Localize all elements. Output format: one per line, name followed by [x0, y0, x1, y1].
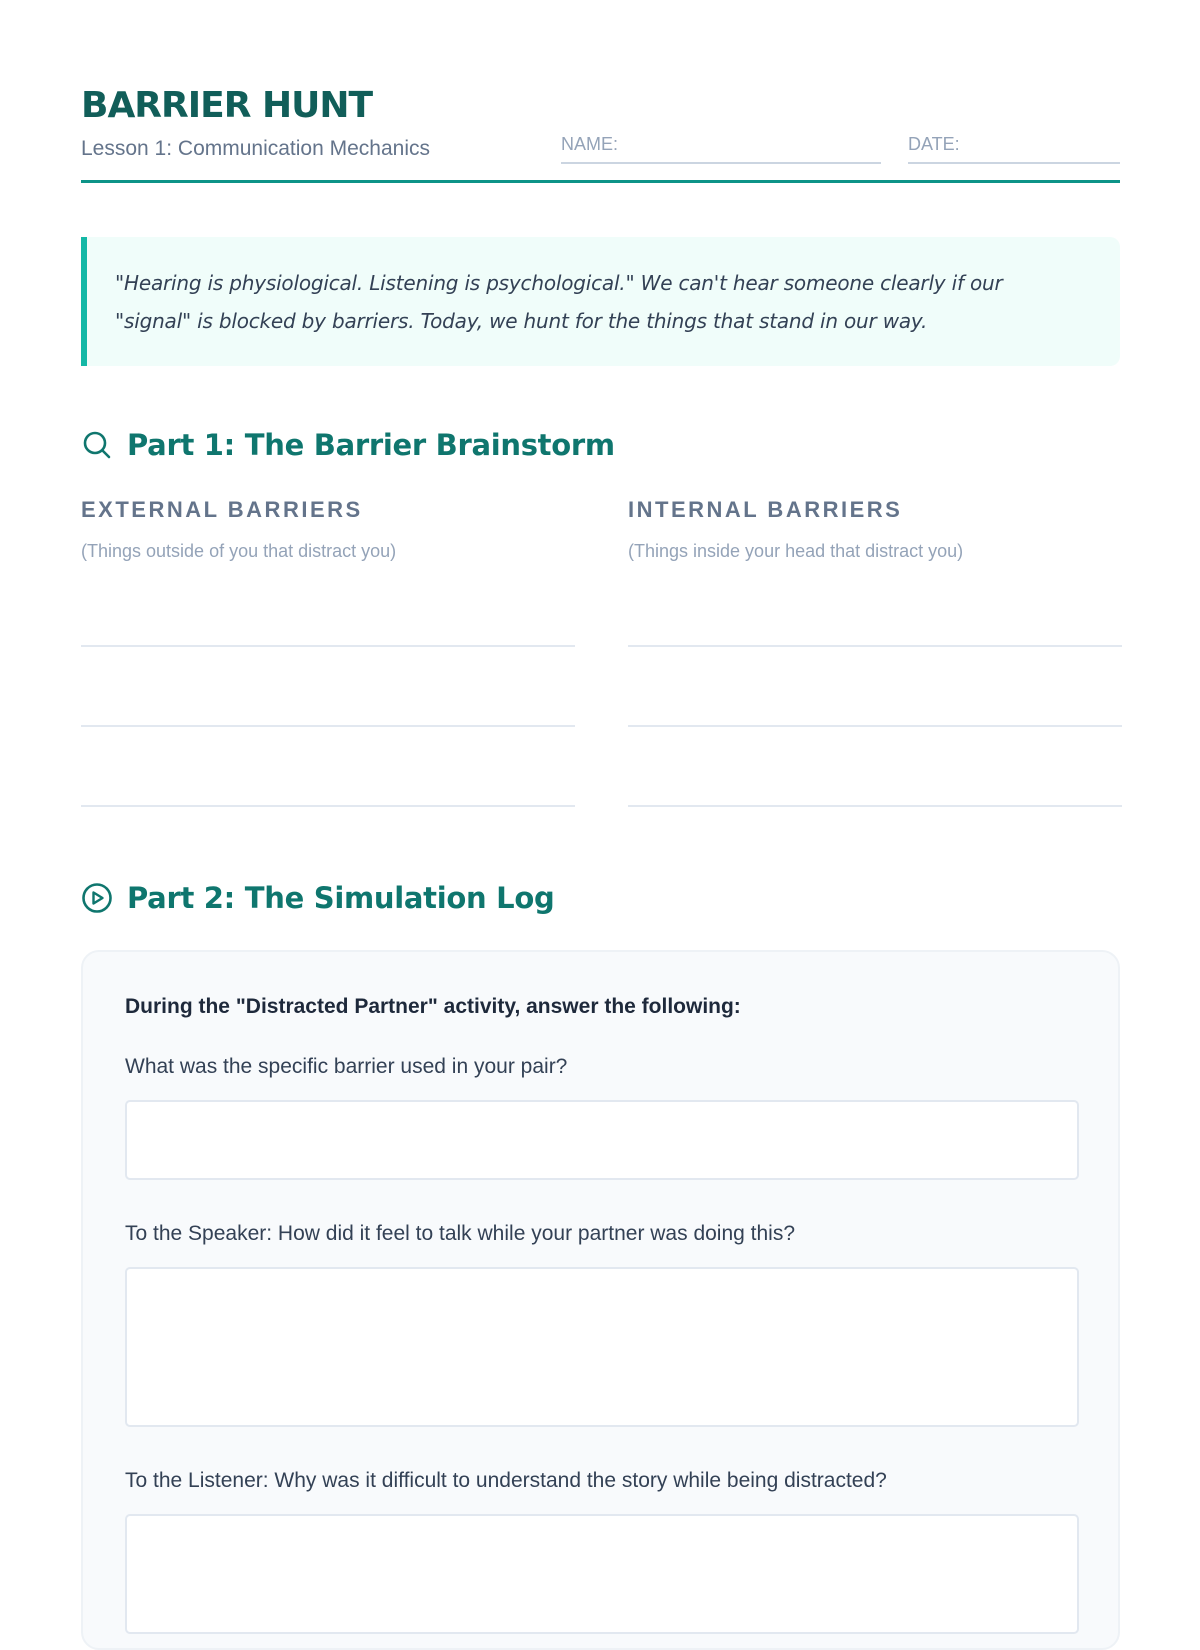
quote-text: "Hearing is physiological. Listening is psychological." We can't hear someone clearly if our "signal" is blocked by barriers. Today, we hunt for the things that stand in our way.	[115, 271, 1003, 333]
date-label: DATE:	[908, 134, 960, 154]
external-barriers-title: EXTERNAL BARRIERS	[81, 497, 363, 522]
internal-writing-line[interactable]	[628, 645, 1122, 647]
search-icon	[81, 429, 113, 461]
answer-field[interactable]	[125, 1514, 1079, 1634]
part2-title: Part 2: The Simulation Log	[127, 881, 555, 915]
internal-barriers-column	[628, 495, 1122, 563]
part1-title: Part 1: The Barrier Brainstorm	[127, 428, 615, 462]
page-title: BARRIER HUNT	[81, 85, 373, 126]
internal-barriers-hint: (Things inside your head that distract you)	[628, 541, 964, 561]
header-divider	[81, 180, 1120, 183]
external-barriers-hint: (Things outside of you that distract you)	[81, 541, 397, 561]
external-writing-line[interactable]	[81, 805, 575, 807]
worksheet-header	[81, 84, 1120, 184]
question-label: What was the specific barrier used in your pair?	[125, 1055, 568, 1078]
internal-writing-line[interactable]	[628, 805, 1122, 807]
intro-quote	[81, 237, 1120, 366]
internal-barriers-title: INTERNAL BARRIERS	[628, 497, 903, 522]
question-label: To the Listener: Why was it difficult to understand the story while being distracted?	[125, 1469, 887, 1492]
name-field[interactable]	[561, 132, 881, 164]
simulation-instructions: During the "Distracted Partner" activity, answer the following:	[125, 995, 741, 1018]
lesson-subtitle: Lesson 1: Communication Mechanics	[81, 137, 431, 160]
question-label: To the Speaker: How did it feel to talk while your partner was doing this?	[125, 1222, 796, 1245]
name-label: NAME:	[561, 134, 619, 154]
external-barriers-column	[81, 495, 575, 563]
answer-field[interactable]	[125, 1100, 1079, 1180]
date-field[interactable]	[908, 132, 1120, 164]
part2-heading	[81, 878, 554, 918]
part1-heading	[81, 425, 615, 465]
play-circle-icon	[81, 882, 113, 914]
internal-writing-line[interactable]	[628, 725, 1122, 727]
answer-field[interactable]	[125, 1267, 1079, 1427]
simulation-log-card	[81, 950, 1120, 1650]
external-writing-line[interactable]	[81, 645, 575, 647]
external-writing-line[interactable]	[81, 725, 575, 727]
